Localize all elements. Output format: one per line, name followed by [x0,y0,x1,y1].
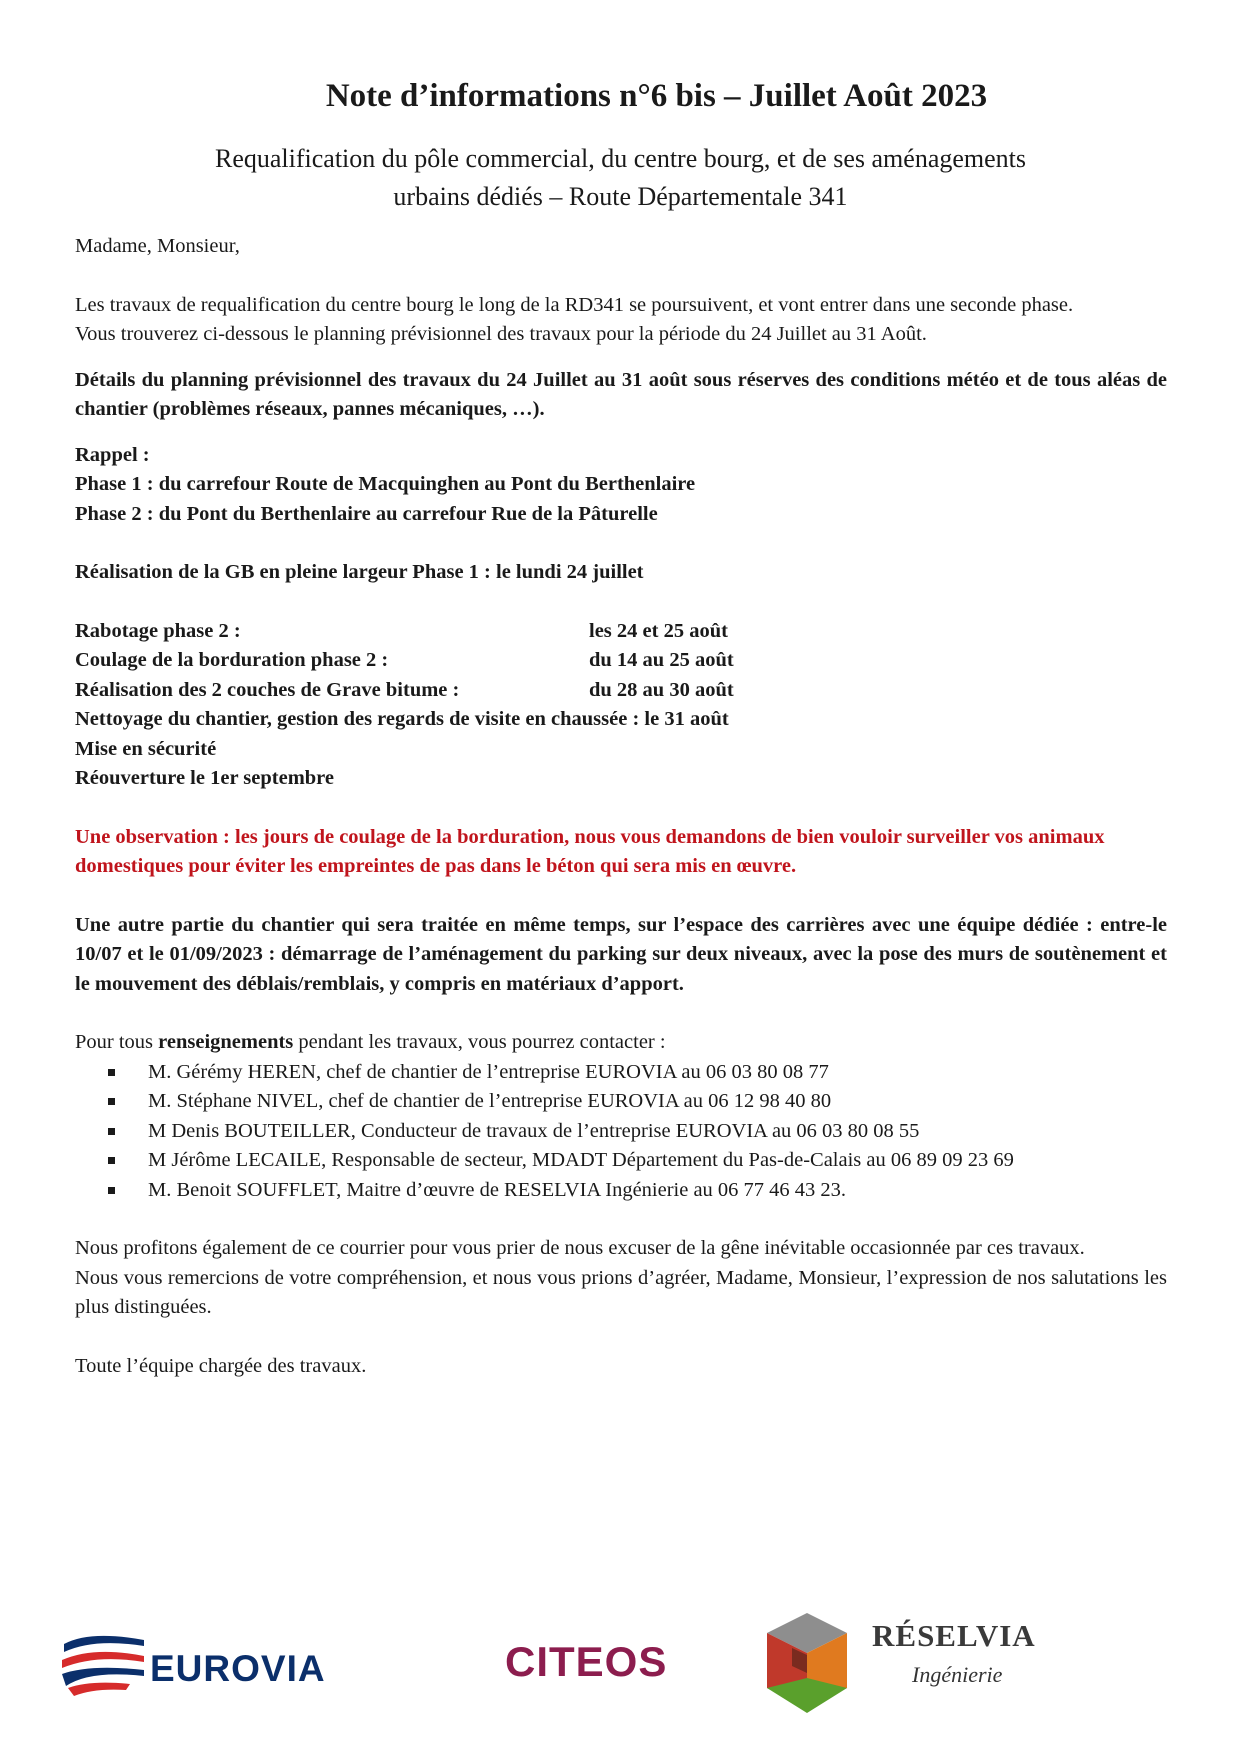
schedule-label: Coulage de la borduration phase 2 : [75,649,389,671]
contact-text: M Denis BOUTEILLER, Conducteur de travaux de l’entreprise EUROVIA au 06 03 80 08 55 [148,1119,920,1142]
partner-logos [0,1600,1241,1730]
bullet-icon [108,1157,115,1164]
nettoyage-line: Nettoyage du chantier, gestion des regards de visite en chaussée : le 31 août [75,708,729,730]
bullet-icon [108,1098,115,1105]
reselvia-wordmark: RÉSELVIA [872,1618,1036,1653]
schedule-label: Réalisation des 2 couches de Grave bitume : [75,678,460,701]
contact-list [75,1058,1167,1206]
closing-paragraph-1: Nous profitons également de ce courrier pour vous prier de nous excuser de la gêne inévitable occasionnée par ces travaux. [75,1237,1085,1259]
contact-intro [75,1028,1167,1058]
citeos-logo [505,1638,725,1698]
reselvia-subtitle: Ingénierie [912,1662,1003,1687]
phase-2-description: Phase 2 : du Pont du Berthenlaire au carrefour Rue de la Pâturelle [75,502,658,525]
bullet-icon [108,1187,115,1194]
contact-intro-text: Pour tous [75,1031,159,1053]
citeos-wordmark: CITEOS [505,1638,668,1685]
schedule-list [75,617,1167,706]
letter-body [75,232,1167,1381]
document-title: Note d’informations n°6 bis – Juillet Août 2023 [325,78,988,114]
reselvia-logo [752,1608,1052,1728]
contact-intro-bold: renseignements [158,1031,294,1053]
contact-text: M. Stéphane NIVEL, chef de chantier de l’entreprise EUROVIA au 06 12 98 40 80 [148,1090,832,1112]
observation-warning: Une observation : les jours de coulage de la borduration, nous vous demandons de bien vouloir surveiller vos animaux domestiques pour éviter les empreintes de pas dans le béton qui sera mis en œuvre. [75,825,1105,877]
planning-details: Détails du planning prévisionnel des travaux du 24 Juillet au 31 août sous réserves des conditions météo et de tous aléas de chantier (problèmes réseaux, pannes mécaniques, …). [75,368,1167,420]
schedule-date: du 14 au 25 août [589,649,734,671]
contact-text: M Jérôme LECAILE, Responsable de secteur, MDADT Département du Pas-de-Calais au 06 89 09 23 69 [148,1149,1014,1171]
subtitle-line-1: Requalification du pôle commercial, du centre bourg, et de ses aménagements [214,144,1026,173]
phase-1-description: Phase 1 : du carrefour Route de Macquinghen au Pont du Berthenlaire [75,473,696,495]
schedule-date: du 28 au 30 août [589,678,734,701]
signature: Toute l’équipe chargée des travaux. [75,1354,367,1377]
list-item [148,1146,1128,1176]
eurovia-swoosh-icon [60,1630,146,1700]
rappel-title: Rappel : [75,443,150,466]
eurovia-wordmark: EUROVIA [150,1648,326,1689]
closing-paragraph-2: Nous vous remercions de votre compréhension, et nous vous prions d’agréer, Madame, Monsieur, l’expression de nos salutations les plus distinguées. [75,1266,1167,1318]
schedule-date: les 24 et 25 août [589,619,728,642]
bullet-icon [108,1069,115,1076]
eurovia-logo [60,1630,360,1720]
reselvia-cube-icon [752,1608,862,1718]
reouverture-line: Réouverture le 1er septembre [75,767,335,789]
schedule-row [75,617,1167,647]
contact-intro-text-end: pendant les travaux, vous pourrez contacter : [293,1031,666,1053]
list-item [148,1058,1167,1088]
schedule-label: Rabotage phase 2 : [75,619,241,642]
schedule-row [75,646,1167,676]
intro-paragraph-1: Les travaux de requalification du centre bourg le long de la RD341 se poursuivent, et vont entrer dans une seconde phase. [75,293,1074,316]
list-item [148,1087,1167,1117]
salutation: Madame, Monsieur, [75,235,240,257]
schedule-row [75,676,1167,706]
intro-paragraph-2: Vous trouverez ci-dessous le planning prévisionnel des travaux pour la période du 24 Juillet au 31 Août. [75,323,927,345]
autre-partie-paragraph: Une autre partie du chantier qui sera traitée en même temps, sur l’espace des carrières avec une équipe dédiée : entre-le 10/07 et le 01/09/2023 : démarrage de l’aménagement du parking sur deux niveaux, avec la pose des murs de soutènement et le mouvement des déblais/remblais, y compris en matériaux d’apport. [75,913,1167,995]
bullet-icon [108,1128,115,1135]
contact-text: M. Gérémy HEREN, chef de chantier de l’entreprise EUROVIA au 06 03 80 08 77 [148,1060,829,1083]
gb-realisation: Réalisation de la GB en pleine largeur Phase 1 : le lundi 24 juillet [75,561,644,583]
list-item [148,1117,1167,1147]
contact-text: M. Benoit SOUFFLET, Maitre d’œuvre de RESELVIA Ingénierie au 06 77 46 43 23. [148,1178,847,1201]
securite-line: Mise en sécurité [75,737,217,760]
subtitle-line-2: urbains dédiés – Route Départementale 341 [393,182,848,211]
list-item [148,1176,1167,1206]
document-subtitle [0,140,1241,216]
